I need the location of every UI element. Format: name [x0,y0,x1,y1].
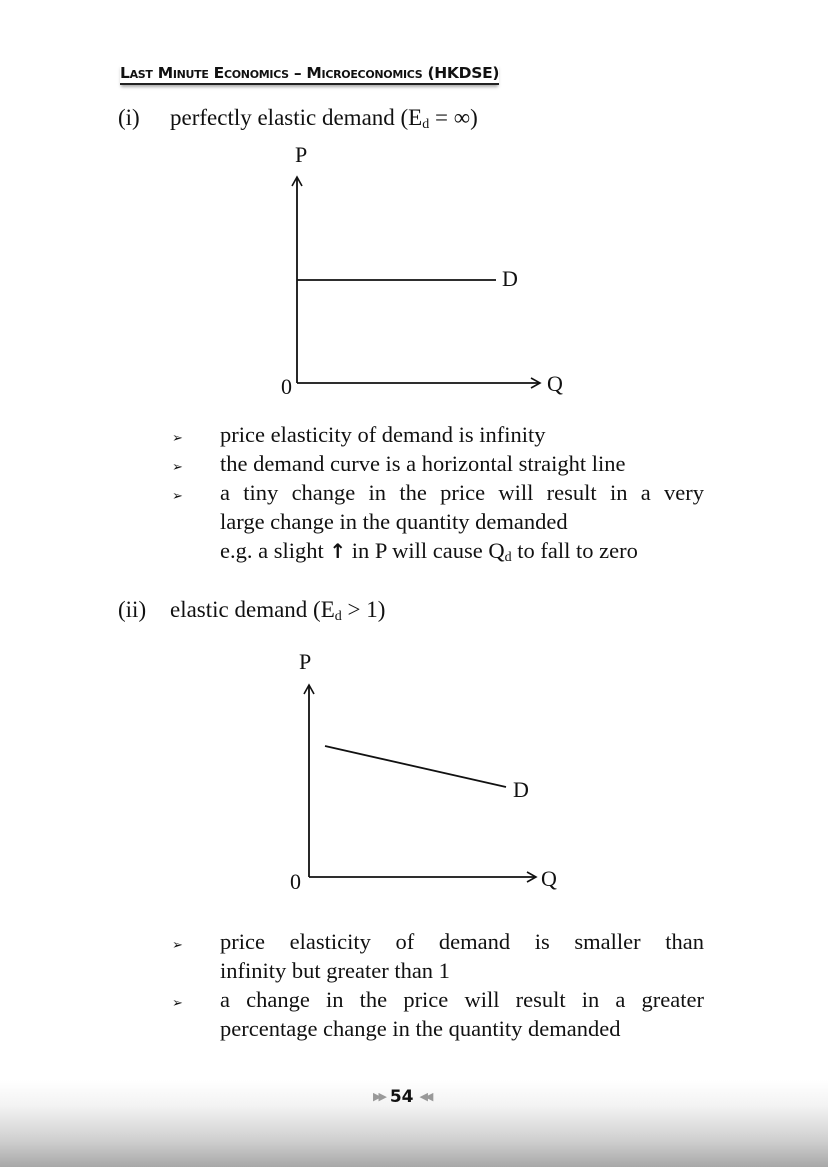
example-text: e.g. a slight ↑ in P will cause $Q_d$ to fall to zero [220,538,638,565]
up-arrow-icon: ↑ [329,539,347,563]
section-number: (i) [118,105,140,130]
bullet-icon: ➢ [172,996,183,1011]
bullet-text: a tiny change in the price will result in a very [220,480,704,505]
bullet-icon: ➢ [172,938,183,953]
origin-label: 0 [290,869,301,894]
y-axis-label: P [299,649,312,674]
demand-curve [325,746,506,787]
diagram-elastic [309,685,536,877]
bullet-text: the demand curve is a horizontal straight line [220,451,626,476]
bullet-icon: ➢ [172,460,183,475]
right-marks-icon: ▶▶ [373,1090,384,1103]
bullet-icon: ➢ [172,489,183,504]
x-axis-label: Q [541,866,557,891]
curve-label: D [502,266,518,291]
bullet-text: a change in the price will result in a greater [220,987,704,1012]
bullet-icon: ➢ [172,431,183,446]
curve-label: D [513,777,529,802]
section-number: (ii) [118,597,147,622]
running-header: Last Minute Economics – Microeconomics (HKDSE) [120,64,499,85]
x-axis-label: Q [547,371,563,396]
bullet-text-cont: percentage change in the quantity demanded [220,1016,621,1041]
bullet-text: price elasticity of demand is infinity [220,422,546,447]
bullet-text-cont: infinity but greater than 1 [220,958,450,983]
origin-label: 0 [281,374,292,399]
section-1-heading: (i) perfectly elastic demand ($E_d$ = ∞) [118,105,478,132]
left-marks-icon: ◀◀ [419,1090,431,1103]
bullet-text-cont: large change in the quantity demanded [220,509,568,534]
section-2-heading: (ii) elastic demand $(E_d > 1)$ [118,597,386,624]
y-axis-label: P [295,142,308,167]
bullet-text: price elasticity of demand is smaller than [220,929,704,954]
page-number: ▶▶ 54 ◀◀ [373,1087,431,1107]
